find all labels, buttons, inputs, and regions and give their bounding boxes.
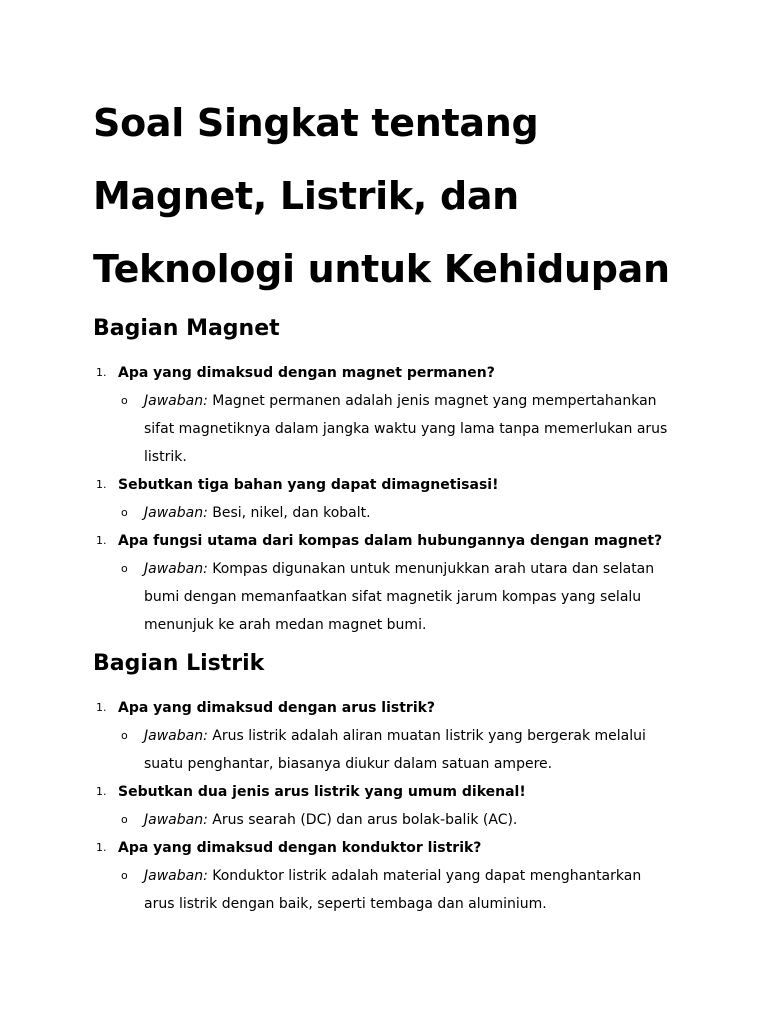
question-text: Sebutkan tiga bahan yang dapat dimagnetisasi!	[118, 477, 499, 493]
question	[93, 359, 693, 387]
section-magnet	[93, 314, 693, 639]
question	[93, 471, 693, 499]
answer-text: Magnet permanen adalah jenis magnet yang mempertahankan sifat magnetiknya dalam jangka waktu yang lama tanpa memerlukan arus listrik.	[144, 393, 668, 465]
document-title	[93, 87, 693, 306]
answer	[93, 555, 674, 639]
title-line: Soal Singkat tentang	[93, 101, 539, 145]
section-listrik	[93, 649, 693, 918]
list-item	[93, 778, 693, 834]
question	[93, 834, 693, 862]
answer-bullet: o	[121, 813, 128, 826]
section-heading: Bagian Listrik	[93, 651, 265, 676]
question-list	[93, 694, 693, 918]
answer	[93, 722, 674, 778]
list-item	[93, 527, 693, 639]
answer-label: Jawaban:	[144, 728, 208, 744]
list-item	[93, 359, 693, 471]
document-page	[93, 96, 693, 918]
answer-text: Kompas digunakan untuk menunjukkan arah utara dan selatan bumi dengan memanfaatkan sifat magnetik jarum kompas yang selalu menunjuk ke arah medan magnet bumi.	[144, 561, 655, 633]
question-text: Apa fungsi utama dari kompas dalam hubungannya dengan magnet?	[118, 533, 663, 549]
answer	[93, 387, 674, 471]
answer-text: Arus searah (DC) dan arus bolak-balik (AC).	[212, 812, 518, 828]
section-heading: Bagian Magnet	[93, 316, 280, 341]
answer-bullet: o	[121, 506, 128, 519]
answer-label: Jawaban:	[144, 812, 208, 828]
question-number: 1.	[96, 478, 107, 491]
question-list	[93, 359, 693, 639]
answer	[93, 862, 674, 918]
question	[93, 778, 693, 806]
answer-label: Jawaban:	[144, 505, 208, 521]
answer-label: Jawaban:	[144, 561, 208, 577]
question	[93, 694, 693, 722]
answer	[93, 806, 674, 834]
question-number: 1.	[96, 701, 107, 714]
answer-text: Konduktor listrik adalah material yang dapat menghantarkan arus listrik dengan baik, seperti tembaga dan aluminium.	[144, 868, 642, 912]
answer-label: Jawaban:	[144, 393, 208, 409]
answer-text: Arus listrik adalah aliran muatan listrik yang bergerak melalui suatu penghantar, biasanya diukur dalam satuan ampere.	[144, 728, 646, 772]
question-number: 1.	[96, 366, 107, 379]
answer	[93, 499, 674, 527]
question-text: Sebutkan dua jenis arus listrik yang umum dikenal!	[118, 784, 526, 800]
title-line: Magnet, Listrik, dan	[93, 174, 519, 218]
question-number: 1.	[96, 785, 107, 798]
answer-bullet: o	[121, 562, 128, 575]
answer-bullet: o	[121, 394, 128, 407]
list-item	[93, 694, 693, 778]
question-text: Apa yang dimaksud dengan konduktor listrik?	[118, 840, 482, 856]
answer-bullet: o	[121, 729, 128, 742]
answer-label: Jawaban:	[144, 868, 208, 884]
list-item	[93, 834, 693, 918]
question	[93, 527, 693, 555]
answer-text: Besi, nikel, dan kobalt.	[212, 505, 371, 521]
title-line: Teknologi untuk Kehidupan	[93, 247, 670, 291]
question-number: 1.	[96, 534, 107, 547]
answer-bullet: o	[121, 869, 128, 882]
question-number: 1.	[96, 841, 107, 854]
question-text: Apa yang dimaksud dengan arus listrik?	[118, 700, 436, 716]
question-text: Apa yang dimaksud dengan magnet permanen?	[118, 365, 495, 381]
list-item	[93, 471, 693, 527]
